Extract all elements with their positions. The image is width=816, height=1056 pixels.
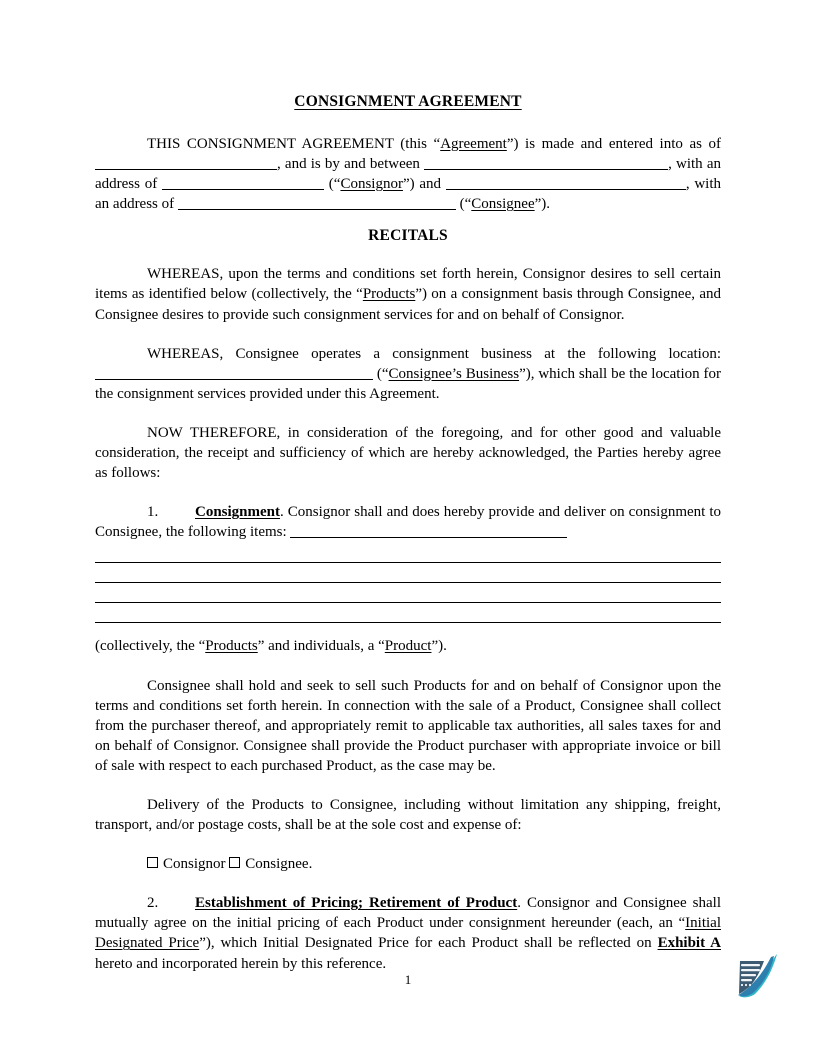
section-2-heading: Establishment of Pricing; Retirement of Product [195, 895, 518, 912]
defined-term-product: Product [384, 638, 432, 655]
document-body [95, 0, 721, 974]
collectively-text-c: ”). [431, 638, 447, 655]
intro-text-b: ”) is made and entered into as of [506, 136, 721, 152]
intro-text-i: ”). [534, 196, 551, 213]
checkbox-consignor[interactable] [147, 857, 158, 868]
intro-text-h: (“ [455, 196, 472, 213]
section-2-body-a: . Consignor and Consignee shall mutually agree on the initial pricing of each Product under consignment hereunder (each, an “ [95, 895, 721, 932]
blank-consignor-name-field[interactable] [424, 156, 668, 170]
intro-text-f: ”) and [402, 176, 446, 193]
blank-date-field[interactable] [95, 156, 277, 170]
section-1-p2-text: Consignee shall hold and seek to sell such Products for and on behalf of Consignor upon the terms and conditions set forth herein. In connection with the sale of a Product, Consignee shall collect from the purchaser thereof, and appropriately remit to applicable tax authorities, all sales taxes for and on behalf of Consignor. Consignee shall provide the Product purchaser with appropriate invoice or bill of sale with respect to each purchased Product, as the case may be. [95, 677, 721, 774]
spacer [95, 483, 721, 502]
spacer [95, 776, 721, 795]
intro-text-g: , with an address of [95, 176, 722, 213]
spacer [95, 874, 721, 893]
defined-term-consignees-business: Consignee’s Business [388, 365, 520, 382]
intro-text-a: THIS CONSIGNMENT AGREEMENT (this “ [147, 136, 441, 152]
collectively-text-b: ” and individuals, a “ [257, 638, 385, 655]
section-1-paragraph-3 [95, 795, 721, 835]
defined-term-agreement: Agreement [440, 136, 507, 152]
page-title-text: CONSIGNMENT AGREEMENT [294, 93, 522, 110]
collectively-text-a: (collectively, the “ [95, 638, 206, 655]
recital-paragraph-1 [95, 264, 721, 324]
spacer [95, 623, 721, 636]
now-therefore-paragraph [95, 423, 721, 483]
defined-term-consignor: Consignor [340, 176, 403, 193]
document-pages-logo [733, 952, 781, 1000]
checkbox-label-consignee: Consignee. [245, 856, 313, 873]
blank-consignee-name-field[interactable] [446, 176, 686, 190]
collectively-products-line [95, 636, 721, 656]
recital-paragraph-2 [95, 344, 721, 404]
blank-consignee-business-location-field[interactable] [95, 366, 373, 380]
spacer [95, 404, 721, 423]
intro-paragraph [95, 134, 721, 214]
intro-text-d: , with an address of [95, 156, 721, 193]
recitals-heading: RECITALS [368, 227, 448, 245]
section-2-paragraph [95, 893, 721, 973]
spacer [95, 603, 721, 622]
checkbox-consignee[interactable] [229, 857, 240, 868]
spacer [95, 563, 721, 582]
page-title [95, 0, 721, 111]
section-1-paragraph-2 [95, 676, 721, 776]
section-1-body: . Consignor shall and does hereby provide and deliver on consignment to Consignee, the following items: [95, 504, 721, 541]
blank-consignor-address-field[interactable] [162, 176, 324, 190]
spacer [95, 835, 721, 854]
section-1-p3-text: Delivery of the Products to Consignee, including without limitation any shipping, freight, transport, and/or postage costs, shall be at the sole cost and expense of: [95, 796, 721, 834]
reference-exhibit-a: Exhibit A [657, 935, 721, 952]
defined-term-consignee: Consignee [471, 196, 535, 213]
intro-text-c: , and is by and between [277, 156, 425, 173]
recital-2-text-c: ”), which shall be the location for the consignment services provided under this Agreement. [95, 365, 721, 402]
recital-1-text-a: WHEREAS, upon the terms and conditions set forth herein, Consignor desires to sell certain items as identified below (collectively, the “ [95, 266, 721, 303]
section-2-number: 2. [147, 895, 159, 912]
section-1-paragraph [95, 502, 721, 542]
defined-term-initial-designated-price: Initial Designated Price [95, 915, 721, 952]
blank-items-line-1[interactable] [290, 524, 567, 538]
section-1-number: 1. [147, 504, 159, 521]
spacer-after-recitals [95, 245, 721, 264]
blank-consignee-address-field[interactable] [178, 196, 456, 210]
defined-term-products: Products [205, 638, 258, 655]
page-number: 1 [404, 972, 412, 987]
recital-2-text-b: (“ [373, 365, 389, 382]
recital-1-text-b: ”) on a consignment basis through Consignee, and Consignee desires to provide such consignment services for and on behalf of Consignor. [95, 286, 721, 323]
section-2-body-b: ”), which Initial Designated Price for each Product shall be reflected on [199, 935, 658, 952]
section-1-heading: Consignment [195, 504, 281, 521]
section-2-body-c: hereto and incorporated herein by this reference. [95, 955, 387, 972]
spacer [95, 542, 721, 562]
delivery-cost-checkbox-row [95, 854, 721, 874]
intro-text-e: (“ [324, 176, 341, 193]
spacer [95, 583, 721, 602]
defined-term-products: Products [362, 286, 416, 303]
recital-2-text-a: WHEREAS, Consignee operates a consignment business at the following location: [147, 345, 721, 362]
spacer [95, 657, 721, 676]
now-therefore-text: NOW THEREFORE, in consideration of the foregoing, and for other good and valuable consideration, the receipt and sufficiency of which are hereby acknowledged, the Parties hereby agree as follows: [95, 424, 721, 482]
spacer-after-title [95, 111, 721, 134]
spacer [95, 325, 721, 344]
checkbox-label-consignor: Consignor [163, 856, 226, 873]
